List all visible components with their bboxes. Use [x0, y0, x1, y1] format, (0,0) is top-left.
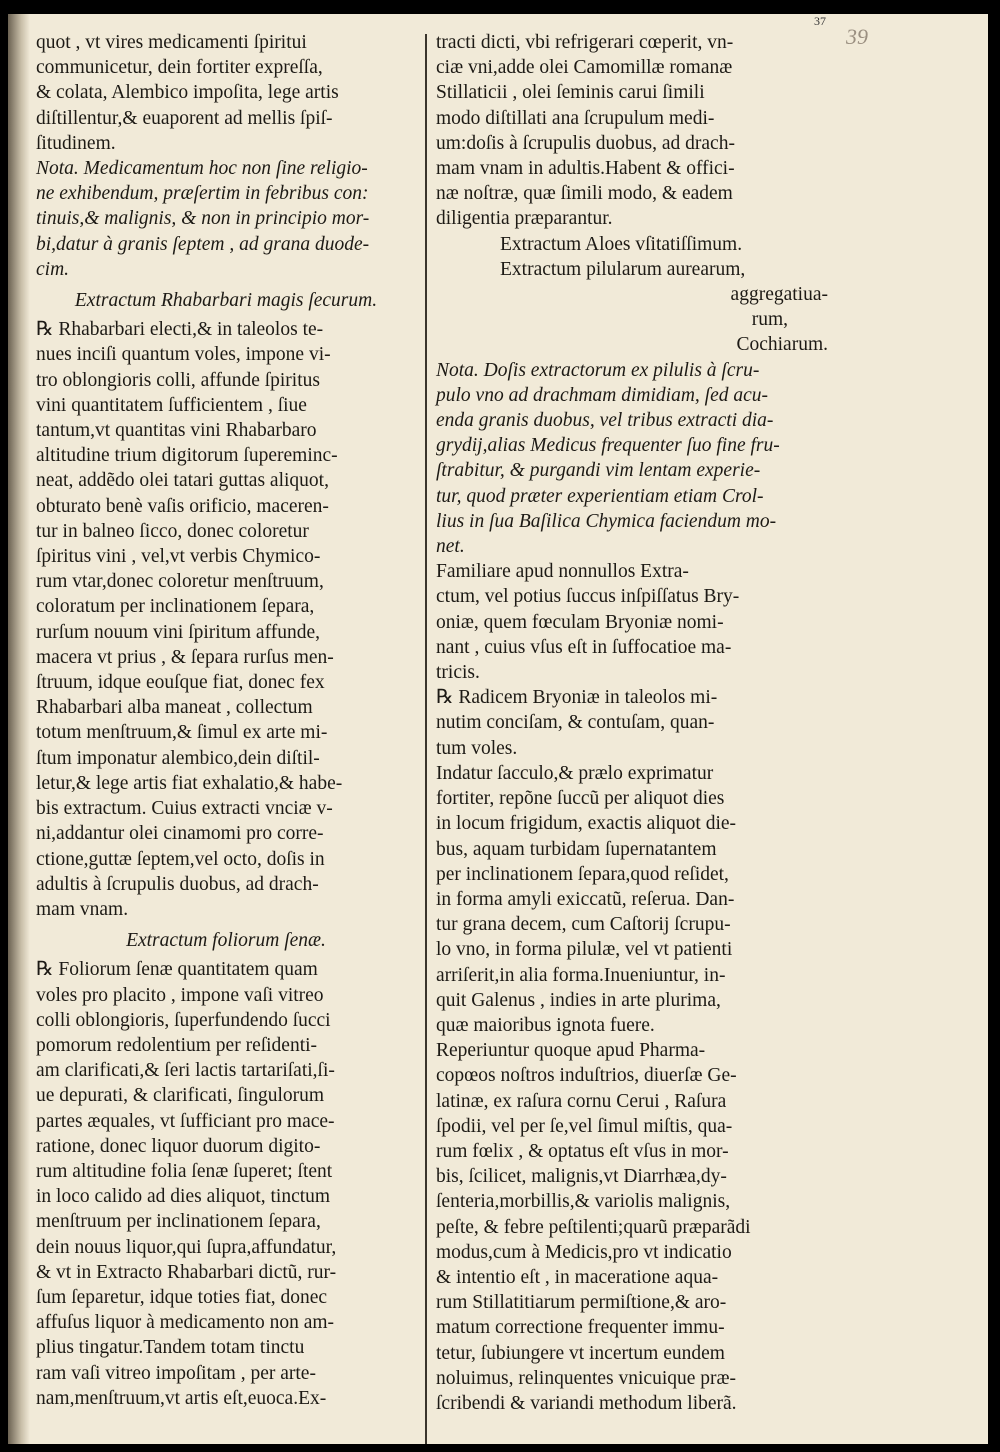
text-line: obturato benè vaſis orificio, maceren-	[36, 495, 329, 517]
text-line: ctum, vel potius ſuccus inſpiſſatus Bry-	[436, 586, 740, 608]
text-line: coloratum per inclinationem ſepara,	[36, 596, 315, 618]
text-line: colli oblongioris, ſuperfundendo ſucci	[36, 1009, 331, 1031]
book-page	[8, 14, 988, 1444]
text-line: ſtum imponatur alembico,dein diſtil-	[36, 747, 320, 769]
text-line: diligentia præparantur.	[436, 208, 613, 230]
text-line: tro oblongioris colli, affunde ſpiritus	[36, 369, 320, 391]
text-line: Indatur ſacculo,& prælo exprimatur	[436, 762, 714, 784]
text-line: ſtrabitur, & purgandi vim lentam experie-	[436, 460, 761, 482]
text-line: & intentio eſt , in maceratione aqua-	[436, 1266, 719, 1288]
text-line: lius in ſua Baſilica Chymica faciendum mo-	[436, 510, 777, 532]
text-line: bus, aquam turbidam ſupernatantem	[436, 838, 717, 860]
text-line: ciæ vni,adde olei Camomillæ romanæ	[436, 57, 733, 79]
text-line: plius tingatur.Tandem totam tinctu	[36, 1337, 305, 1359]
text-line: Extractum pilularum aurearum,	[500, 258, 746, 280]
text-line: tinuis,& malignis, & non in principio mor-	[36, 208, 370, 230]
text-line: bis extractum. Cuius extracti vnciæ v-	[36, 798, 333, 820]
text-line: bi,datur à granis ſeptem , ad grana duode-	[36, 233, 370, 255]
text-line: ſum ſeparetur, idque toties fiat, donec	[36, 1286, 328, 1308]
column-divider	[425, 34, 427, 1444]
text-line: ſenteria,morbillis,& variolis malignis,	[436, 1191, 731, 1213]
text-line: am clarificati,& ſeri lactis tartariſati,ſi-	[36, 1060, 335, 1082]
text-line: rum vtar,donec coloretur menſtruum,	[36, 571, 324, 593]
text-line: tricis.	[436, 662, 480, 684]
text-line: ni,addantur olei cinamomi pro corre-	[36, 823, 324, 845]
text-line: & colata, Alembico impoſita, lege artis	[36, 82, 339, 104]
text-line: tetur, ſubiungere vt incertum eundem	[436, 1342, 725, 1364]
text-line: altitudine trium digitorum ſupereminc-	[36, 445, 338, 467]
text-line: Reperiuntur quoque apud Pharma-	[436, 1040, 706, 1062]
text-line: ctione,guttæ ſeptem,vel octo, doſis in	[36, 848, 325, 870]
left-column	[36, 30, 416, 1411]
text-line: oniæ, quem fœculam Bryoniæ nomi-	[436, 611, 724, 633]
text-line: ſitudinem.	[36, 132, 116, 154]
text-line: copœos noſtros induſtrios, diuerſæ Ge-	[436, 1065, 737, 1087]
text-line: latinæ, ex raſura cornu Cerui , Raſura	[436, 1090, 727, 1112]
text-line: grydij,alias Medicus frequenter ſuo fine fru-	[436, 435, 780, 457]
text-line: ſpodii, vel per ſe,vel ſimul miſtis, qua-	[436, 1115, 733, 1137]
text-line: pomorum redolentium per reſidenti-	[36, 1034, 318, 1056]
text-line: net.	[436, 536, 465, 558]
text-line: modo diſtillati ana ſcrupulum medi-	[436, 107, 715, 129]
text-line: Nota. Doſis extractorum ex pilulis à ſcru-	[436, 359, 760, 381]
text-line: affuſus liquor à medicamento non am-	[36, 1312, 335, 1334]
text-line: aggregatiua-	[730, 284, 828, 306]
text-line: Familiare apud nonnullos Extra-	[436, 561, 689, 583]
text-line: nues inciſi quantum voles, impone vi-	[36, 344, 331, 366]
text-line: totum menſtruum,& ſimul ex arte mi-	[36, 722, 328, 744]
text-line: tur in balneo ſicco, donec coloretur	[36, 520, 309, 542]
text-line: dein nouus liquor,qui ſupra,affundatur,	[36, 1236, 337, 1258]
text-line: ℞ Radicem Bryoniæ in taleolos mi-	[436, 687, 718, 709]
text-line: fortiter, repõne ſuccũ per aliquot dies	[436, 788, 725, 810]
text-line: in forma amyli exiccatũ, reſerua. Dan-	[436, 888, 735, 910]
text-line: ℞ Rhabarbari electi,& in taleolos te-	[36, 319, 324, 341]
section-heading: Extractum Rhabarbari magis ſecurum.	[74, 290, 378, 312]
text-line: ratione, donec liquor duorum digito-	[36, 1135, 321, 1157]
text-line: mam vnam in adultis.Habent & offici-	[436, 158, 735, 180]
text-line: ne exhibendum, præſertim in febribus con:	[36, 183, 369, 205]
text-line: rurſum nouum vini ſpiritum affunde,	[36, 621, 320, 643]
text-line: peſte, & febre peſtilenti;quarũ præparãdi	[436, 1216, 751, 1238]
text-line: ℞ Foliorum ſenæ quantitatem quam	[36, 959, 318, 981]
text-line: quit Galenus , indies in arte plurima,	[436, 989, 721, 1011]
text-line: Nota. Medicamentum hoc non ſine religio-	[36, 158, 368, 180]
text-line: enda granis duobus, vel tribus extracti dia-	[436, 410, 774, 432]
text-line: nam,menſtruum,vt artis eſt,euoca.Ex-	[36, 1387, 327, 1409]
text-line: per inclinationem ſepara,quod reſidet,	[436, 863, 729, 885]
text-line: mam vnam.	[36, 898, 129, 920]
text-line: pulo vno ad drachmam dimidiam, ſed acu-	[436, 384, 768, 406]
text-line: tum voles.	[436, 737, 518, 759]
text-line: diſtillentur,& euaporent ad mellis ſpiſ-	[36, 107, 333, 129]
text-line: rum fœlix , & optatus eſt vſus in mor-	[436, 1140, 729, 1162]
text-line: arriſerit,in alia forma.Inueniuntur, in-	[436, 964, 726, 986]
text-line: næ noſtræ, quæ ſimili modo, & eadem	[436, 183, 733, 205]
text-line: Extractum Aloes vſitatiſſimum.	[500, 233, 743, 255]
text-line: lo vno, in forma pilulæ, vel vt patienti	[436, 939, 733, 961]
text-line: rum,	[751, 309, 788, 331]
text-line: tantum,vt quantitas vini Rhabarbaro	[36, 420, 317, 442]
page-number: 39	[846, 24, 868, 49]
text-line: quæ maioribus ignota fuere.	[436, 1014, 655, 1036]
text-line: noluimus, relinquentes vnicuique præ-	[436, 1367, 737, 1389]
text-line: matum correctione frequenter immu-	[436, 1317, 725, 1339]
text-line: macera vt prius , & ſepara rurſus men-	[36, 646, 334, 668]
right-column	[436, 30, 836, 1416]
text-line: tracti dicti, vbi refrigerari cœperit, vn-	[436, 32, 734, 53]
text-line: rum Stillatitiarum permiſtione,& aro-	[436, 1292, 727, 1314]
text-line: um:doſis à ſcrupulis duobus, ad drach-	[436, 132, 735, 154]
text-line: in locum frigidum, exactis aliquot die-	[436, 813, 737, 835]
text-line: letur,& lege artis fiat exhalatio,& habe-	[36, 772, 343, 794]
section-heading: Extractum foliorum ſenæ.	[126, 930, 326, 952]
text-line: quot , vt vires medicamenti ſpiritui	[36, 32, 307, 53]
text-line: menſtruum per inclinationem ſepara,	[36, 1211, 321, 1233]
text-line: in loco calido ad dies aliquot, tinctum	[36, 1186, 331, 1208]
text-line: voles pro placito , impone vaſi vitreo	[36, 984, 324, 1006]
text-line: Stillaticii , olei ſeminis carui ſimili	[436, 82, 705, 104]
text-line: Cochiarum.	[736, 334, 828, 356]
text-line: ſtruum, idque eouſque fiat, donec fex	[36, 672, 325, 694]
text-line: cim.	[36, 258, 70, 280]
text-line: & vt in Extracto Rhabarbari dictũ, rur-	[36, 1261, 337, 1283]
text-line: ſpiritus vini , vel,vt verbis Chymico-	[36, 546, 321, 568]
text-line: adultis à ſcrupulis duobus, ad drach-	[36, 873, 319, 895]
text-line: ram vaſi vitreo impoſitam , per arte-	[36, 1362, 316, 1384]
text-line: tur grana decem, cum Caſtorij ſcrupu-	[436, 914, 731, 936]
text-line: modus,cum à Medicis,pro vt indicatio	[436, 1241, 732, 1263]
text-line: ue depurati, & clarificati, ſingulorum	[36, 1085, 325, 1107]
text-line: communicetur, dein fortiter expreſſa,	[36, 57, 323, 79]
text-line: nutim conciſam, & contuſam, quan-	[436, 712, 715, 734]
text-line: nant , cuius vſus eſt in ſuffocatioe ma-	[436, 636, 732, 658]
text-line: bis, ſcilicet, malignis,vt Diarrhæa,dy-	[436, 1166, 727, 1188]
text-line: neat, addẽdo olei tatari guttas aliquot,	[36, 470, 329, 492]
text-line: Rhabarbari alba maneat , collectum	[36, 697, 313, 719]
text-line: partes æquales, vt ſufficiant pro mace-	[36, 1110, 335, 1132]
text-line: ſcribendi & variandi methodum liberã.	[436, 1392, 737, 1414]
text-line: rum altitudine folia ſenæ ſuperet; ſtent	[36, 1160, 333, 1182]
text-line: tur, quod præter experientiam etiam Crol-	[436, 485, 764, 507]
running-head: 37	[814, 14, 826, 28]
text-line: vini quantitatem ſufficientem , ſiue	[36, 394, 307, 416]
